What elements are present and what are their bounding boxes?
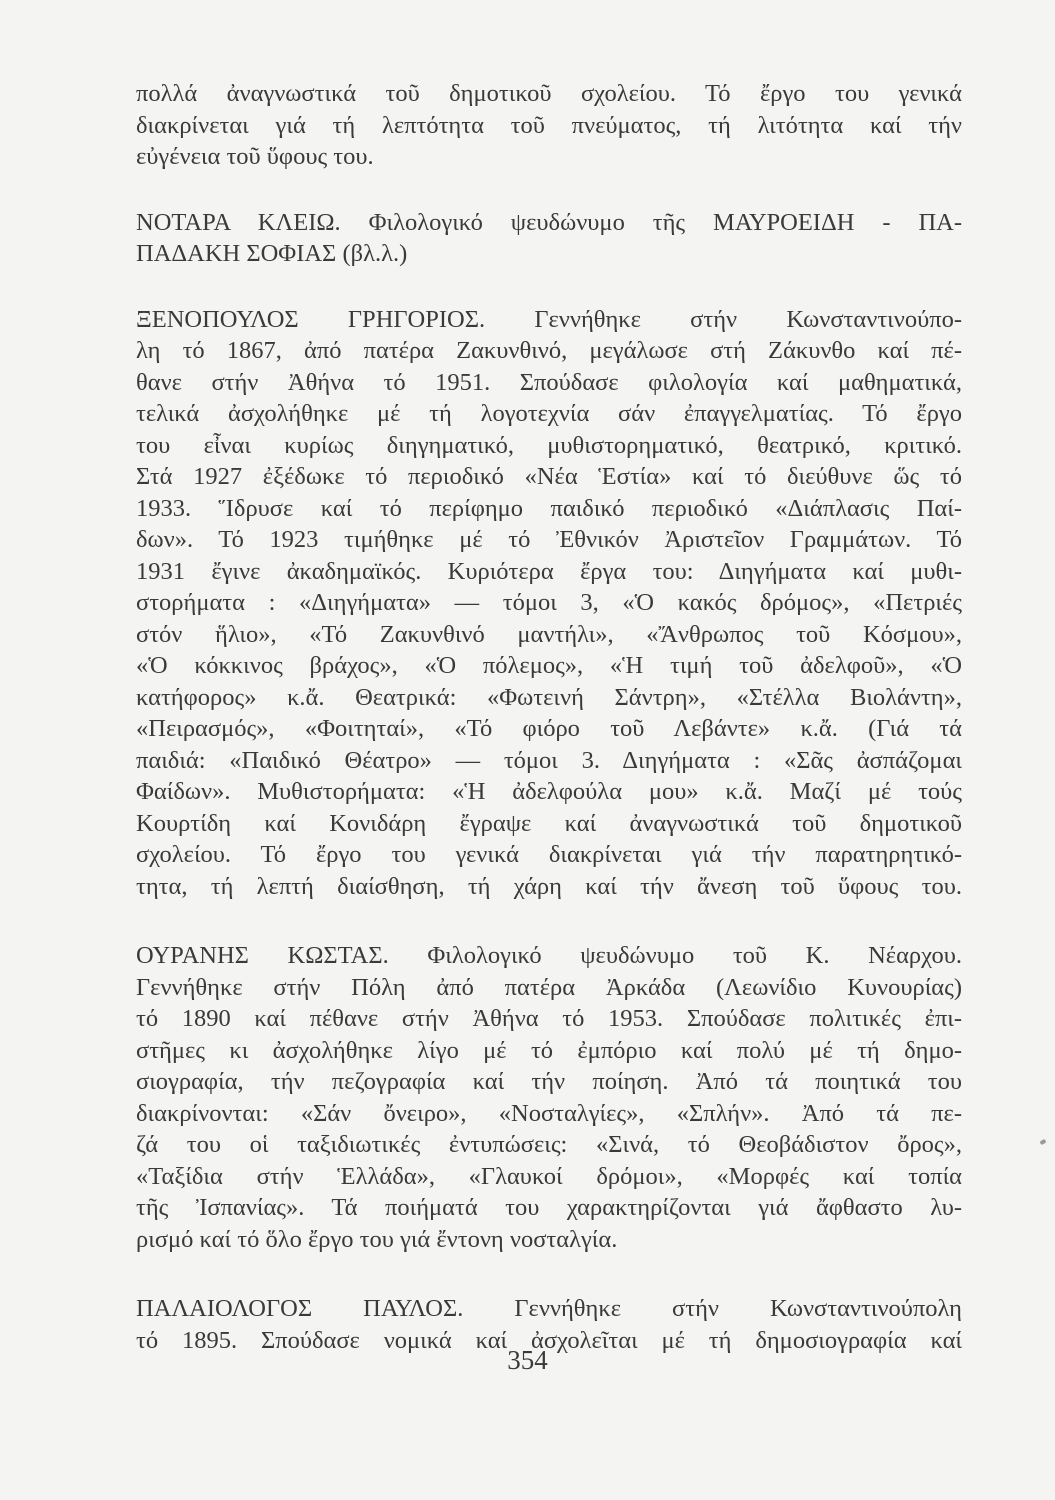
text-line: σιογραφία, τήν πεζογραφία καί τήν ποίηση. Ἀπό τά ποιητικά του <box>136 1068 962 1095</box>
text-line: εὐγένεια τοῦ ὕφους του. <box>136 143 374 170</box>
text-line: στῆμες κι ἀσχολήθηκε λίγο μέ τό ἐμπόριο καί πολύ μέ τή δημο- <box>136 1036 962 1064</box>
text-line: τητα, τή λεπτή διαίσθηση, τή χάρη καί τήν ἄνεση τοῦ ὕφους του. <box>136 872 962 900</box>
text-line: ΠΑΛΑΙΟΛΟΓΟΣ ΠΑΥΛΟΣ. Γεννήθηκε στήν Κωνσταντινούπολη <box>136 1295 962 1322</box>
text-line: ρισμό καί τό ὅλο ἔργο του γιά ἔντονη νοσταλγία. <box>136 1225 618 1253</box>
text-line: στόν ἥλιο», «Τό Ζακυνθινό μαντήλι», «Ἄνθρωπος τοῦ Κόσμου», <box>136 620 962 648</box>
text-line: «Ταξίδια στήν Ἑλλάδα», «Γλαυκοί δρόμοι», «Μορφές καί τοπία <box>136 1162 962 1190</box>
paragraph-xenopoulos <box>136 304 962 903</box>
text-line: δων». Τό 1923 τιμήθηκε μέ τό Ἐθνικόν Ἀριστεῖον Γραμμάτων. Τό <box>136 526 962 553</box>
text-line: ΞΕΝΟΠΟΥΛΟΣ ΓΡΗΓΟΡΙΟΣ. Γεννήθηκε στήν Κωνσταντινούπο- <box>136 305 962 333</box>
text-line: ΟΥΡΑΝΗΣ ΚΩΣΤΑΣ. Φιλολογικό ψευδώνυμο τοῦ Κ. Νέαρχου. <box>136 942 962 969</box>
paragraph-continuation <box>136 78 962 173</box>
text-line: κατήφορος» κ.ἄ. Θεατρικά: «Φωτεινή Σάντρη», «Στέλλα Βιολάντη», <box>136 683 962 711</box>
text-line: σχολείου. Τό ἔργο του γενικά διακρίνεται γιά τήν παρατηρητικό- <box>136 841 962 868</box>
text-line: τό 1895. Σπούδασε νομικά καί ἀσχολεῖται μέ τή δημοσιογραφία καί <box>136 1326 962 1354</box>
text-line: Φαίδων». Μυθιστορήματα: «Ἡ ἀδελφούλα μου» κ.ἄ. Μαζί μέ τούς <box>136 778 962 805</box>
text-line: πολλά ἀναγνωστικά τοῦ δημοτικοῦ σχολείου. Τό ἔργο του γενικά <box>136 80 962 107</box>
text-line: «Πειρασμός», «Φοιτηταί», «Τό φιόρο τοῦ Λεβάντε» κ.ἄ. (Γιά τά <box>136 715 962 742</box>
text-line: τελικά ἀσχολήθηκε μέ τή λογοτεχνία σάν ἐπαγγελματίας. Τό ἔργο <box>136 400 962 427</box>
text-line: διακρίνεται γιά τή λεπτότητα τοῦ πνεύματος, τή λιτότητα καί τήν <box>136 111 962 139</box>
text-line: Στά 1927 ἐξέδωκε τό περιοδικό «Νέα Ἑστία» καί τό διεύθυνε ὥς τό <box>136 463 962 490</box>
text-line: διακρίνονται: «Σάν ὄνειρο», «Νοσταλγίες», «Σπλήν». Ἀπό τά πε- <box>136 1099 962 1127</box>
text-line: ΝΟΤΑΡΑ ΚΛΕΙΩ. Φιλολογικό ψευδώνυμο τῆς ΜΑΥΡΟΕΙΔΗ - ΠΑ- <box>136 208 962 236</box>
text-line: 1933. Ἵδρυσε καί τό περίφημο παιδικό περιοδικό «Διάπλασις Παί- <box>136 494 962 522</box>
page-number: 354 <box>507 1345 548 1375</box>
text-line: «Ὁ κόκκινος βράχος», «Ὁ πόλεμος», «Ἡ τιμή τοῦ ἀδελφοῦ», «Ὁ <box>136 652 962 679</box>
text-line: Γεννήθηκε στήν Πόλη ἀπό πατέρα Ἀρκάδα (Λεωνίδιο Κυνουρίας) <box>136 973 962 1001</box>
text-line: του εἶναι κυρίως διηγηματικό, μυθιστορηματικό, θεατρικό, κριτικό. <box>136 431 962 459</box>
text-line: στορήματα : «Διηγήματα» — τόμοι 3, «Ὁ κακός δρόμος», «Πετριές <box>136 589 962 616</box>
text-line: παιδιά: «Παιδικό Θέατρο» — τόμοι 3. Διηγήματα : «Σᾶς ἀσπάζομαι <box>136 746 962 774</box>
text-line: λη τό 1867, ἀπό πατέρα Ζακυνθινό, μεγάλωσε στή Ζάκυνθο καί πέ- <box>136 337 962 364</box>
text-line: ζά του οἱ ταξιδιωτικές ἐντυπώσεις: «Σινά, τό Θεοβάδιστον ὄρος», <box>136 1131 962 1158</box>
text-line: τῆς Ἰσπανίας». Τά ποιήματά του χαρακτηρίζονται γιά ἄφθαστο λυ- <box>136 1194 962 1221</box>
paper-speck <box>1039 1139 1046 1145</box>
paragraph-notara <box>136 207 962 270</box>
page-body <box>136 78 962 1356</box>
paragraph-ouranis <box>136 940 962 1255</box>
text-line: τό 1890 καί πέθανε στήν Ἀθήνα τό 1953. Σπούδασε πολιτικές ἐπι- <box>136 1005 962 1032</box>
text-line: θανε στήν Ἀθήνα τό 1951. Σπούδασε φιλολογία καί μαθηματικά, <box>136 368 962 396</box>
text-line: Κουρτίδη καί Κονιδάρη ἔγραψε καί ἀναγνωστικά τοῦ δημοτικοῦ <box>136 809 962 837</box>
text-line: ΠΑΔΑΚΗ ΣΟΦΙΑΣ (βλ.λ.) <box>136 240 408 267</box>
text-line: 1931 ἔγινε ἀκαδημαϊκός. Κυριότερα ἔργα του: Διηγήματα καί μυθι- <box>136 557 962 585</box>
